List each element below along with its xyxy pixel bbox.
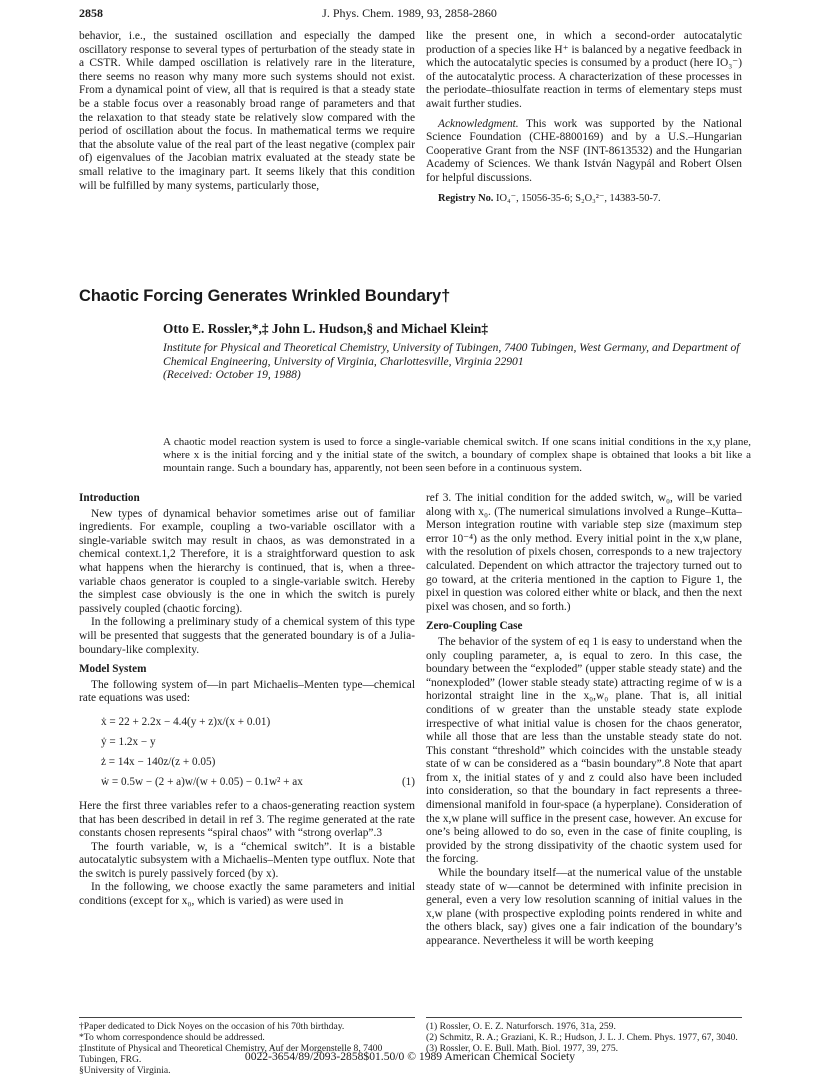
paragraph: ref 3. The initial condition for the added switch, w₀, will be varied along with x₀. (The numerical simulations involved a Runge–Kutta–Merson integration routine with variable step size (maximum step error 10⁻⁴) as the only method. Every initial point in the x,w plane, with the resolution of pixels chosen, corresponds to a new trajectory calculated. Dependent on which attractor the trajectory turned out to go toward, at the criteria mentioned in the caption to Figure 1, the pixel in question was colored either white or black, and then the next pixel was chosen, and so forth.) xyxy=(426,492,742,613)
section-heading-model-system: Model System xyxy=(79,663,147,676)
paragraph: While the boundary itself—at the numerical value of the unstable steady state of w—cannot be determined with infinite precision in general, even a very low resolution scanning of initial values in the x,w plane (with prospective exploding points rendered in white and the others black, say) gives one a fair indication of the boundary’s appearance. Nevertheless it will be worth keeping xyxy=(426,867,742,947)
registry-text: IO₄⁻, 15056-35-6; S₂O₃²⁻, 14383-50-7. xyxy=(493,192,661,204)
equation: ż = 14x − 140z/(z + 0.05) xyxy=(101,755,216,768)
author-affiliation xyxy=(163,341,763,382)
paragraph: Here the first three variables refer to a chaos-generating reaction system that has been described in detail in ref 3. The regime generated at the rate constants chosen represents “spiral chaos” with “strong overlap”.3 xyxy=(79,799,415,840)
acknowledgment xyxy=(426,118,742,186)
registry-label: Registry No. xyxy=(438,192,494,204)
article-authors: Otto E. Rossler,*,‡ John L. Hudson,§ and Michael Klein‡ xyxy=(163,321,488,336)
registry-numbers xyxy=(426,192,742,206)
paragraph: The behavior of the system of eq 1 is easy to understand when the only coupling parameter, a, is equal to zero. In this case, the boundary between the “exploded” (upper stable steady state) and the “nonexploded” (lower stable steady state) attracting regime of w is a horizontal straight line in the x₀,w₀ plane. That is, all initial conditions of w greater than the unstable steady state explode irrespective of what initial value is chosen for the chaos generator, while all those that are less than the unstable steady state do not. This constant “threshold” which coincides with the unstable steady state of w can be considered as a “basin boundary”.8 Note that apart from x, the initial states of y and z could also have been included into consideration, so that the boundary in fact represents a three-dimensional manifold in four-space (a hyperplane). Consideration of the x,w plane will suffice in the present case, however. An excuse for one’s being allowed to do so, even in the case of finite coupling, is provided by the strong dissipativity of the chaotic system used for the forcing. xyxy=(426,635,742,866)
acknowledgment-label: Acknowledgment. xyxy=(438,117,519,130)
paragraph: In the following, we choose exactly the same parameters and initial conditions (except for x₀, which is varied) as were used in xyxy=(79,881,415,908)
previous-article-right-column xyxy=(426,30,742,205)
equation-number: (1) xyxy=(401,775,415,788)
previous-article-conclusion: like the present one, in which a second-order autocatalytic production of a species like H⁺ is balanced by a negative feedback in which the autocatalytic species is consumed by a product (here IO₃⁻) of the autocatalytic process. A characterization of these processes in the periodate–thiosulfate reaction in terms of elementary steps must await further studies. xyxy=(426,30,742,110)
body-left-column xyxy=(79,492,415,909)
running-header xyxy=(79,6,740,22)
paragraph: New types of dynamical behavior sometimes arise out of familiar ingredients. For example, coupling a two-variable oscillator with a single-variable switch may result in chaos, as was demonstrated in a chemical context.1,2 Therefore, it is a straightforward question to ask what happens when the hierarchy is continued, that is, when a three-variable chaos generator is coupled to a single-variable switch. Hereby the simplest case obviously is the one in which the switch is purely passively coupled (chaotic forcing). xyxy=(79,507,415,615)
abstract: A chaotic model reaction system is used to force a single-variable chemical switch. If one scans initial conditions in the x,y plane, where x is the initial forcing and y the initial state of the switch, a boundary of complex shape is obtained that looks a bit like a mountain range. Such a boundary has, apparently, not been seen before in a continuous system. xyxy=(163,436,751,475)
copyright-footer: 0022-3654/89/2093-2858$01.50/0 © 1989 American Chemical Society xyxy=(244,1050,576,1063)
section-heading-introduction: Introduction xyxy=(79,492,140,504)
equation-block xyxy=(79,712,415,792)
page-number: 2858 xyxy=(79,6,103,20)
section-heading-zero-coupling: Zero-Coupling Case xyxy=(426,620,523,633)
footnote: *To whom correspondence should be addressed. xyxy=(79,1032,265,1043)
footnote: †Paper dedicated to Dick Noyes on the occasion of his 70th birthday. xyxy=(79,1021,345,1032)
reference: (3) Rossler, O. E. Bull. Math. Biol. 1977, 39, 275. xyxy=(426,1043,619,1054)
equation: ẋ = 22 + 2.2x − 4.4(y + z)x/(x + 0.01) xyxy=(101,715,271,728)
previous-article-text: behavior, i.e., the sustained oscillation and especially the damped oscillatory response to several types of perturbation of the steady state in a CSTR. While damped oscillation is relatively rare in the literature, there seems no reason why many more such systems should not exist. From a dynamical point of view, all that is required is that a steady state be a stable focus over a reasonably broad range of parameters and that the relaxation to that steady state be relatively slow compared with the period of oscillation about the focus. In mathematical terms we require that the absolute value of the real part of the least negative (complex pair of) eigenvalues of the Jacobian matrix evaluated at the steady state be small relative to the imaginary part. It seems likely that this condition will be fulfilled by many systems, particularly those, xyxy=(79,30,415,192)
journal-citation: J. Phys. Chem. 1989, 93, 2858-2860 xyxy=(322,6,497,20)
footnote: ‡Institute of Physical and Theoretical Chemistry, Auf der Morgenstelle 8, 7400 Tubingen, FRG. xyxy=(79,1043,383,1065)
reference-divider xyxy=(426,1017,742,1018)
paragraph: In the following a preliminary study of a chemical system of this type will be presented that suggests that the generated boundary is of a Julia-boundary-like complexity. xyxy=(79,616,415,656)
paragraph: The fourth variable, w, is a “chemical switch”. It is a bistable autocatalytic subsystem with a Michaelis–Menten type outflux. Note that the switch is purely passively forced (by x). xyxy=(79,840,415,880)
footnote: §University of Virginia. xyxy=(79,1065,171,1076)
equation: ẏ = 1.2x − y xyxy=(101,735,156,748)
acknowledgment-text: This work was supported by the National Science Foundation (CHE-8800169) and by a U.S.–Hungarian Cooperative Grant from the NSF (INT-8613532) and the Hungarian Academy of Sciences. We thank István Nagypál and Robert Olsen for helpful discussions. xyxy=(426,117,742,184)
received-date: (Received: October 19, 1988) xyxy=(163,368,301,382)
paragraph: The following system of—in part Michaelis–Menten type—chemical rate equations was used: xyxy=(79,678,415,705)
reference: (2) Schmitz, R. A.; Graziani, K. R.; Hudson, J. L. J. Chem. Phys. 1977, 67, 3040. xyxy=(426,1032,738,1043)
reference: (1) Rossler, O. E. Z. Naturforsch. 1976, 31a, 259. xyxy=(426,1021,616,1032)
previous-article-left-column xyxy=(79,30,415,193)
affiliation-text: Institute for Physical and Theoretical Chemistry, University of Tubingen, 7400 Tubingen, West Germany, and Department of Chemical Engineering, University of Virginia, Charlottesville, Virginia 22901 xyxy=(163,341,740,368)
footnote-divider xyxy=(79,1017,415,1018)
body-right-column xyxy=(426,492,742,949)
article-title: Chaotic Forcing Generates Wrinkled Boundary† xyxy=(79,287,451,305)
equation: ẇ = 0.5w − (2 + a)w/(w + 0.05) − 0.1w² + ax xyxy=(101,775,303,788)
